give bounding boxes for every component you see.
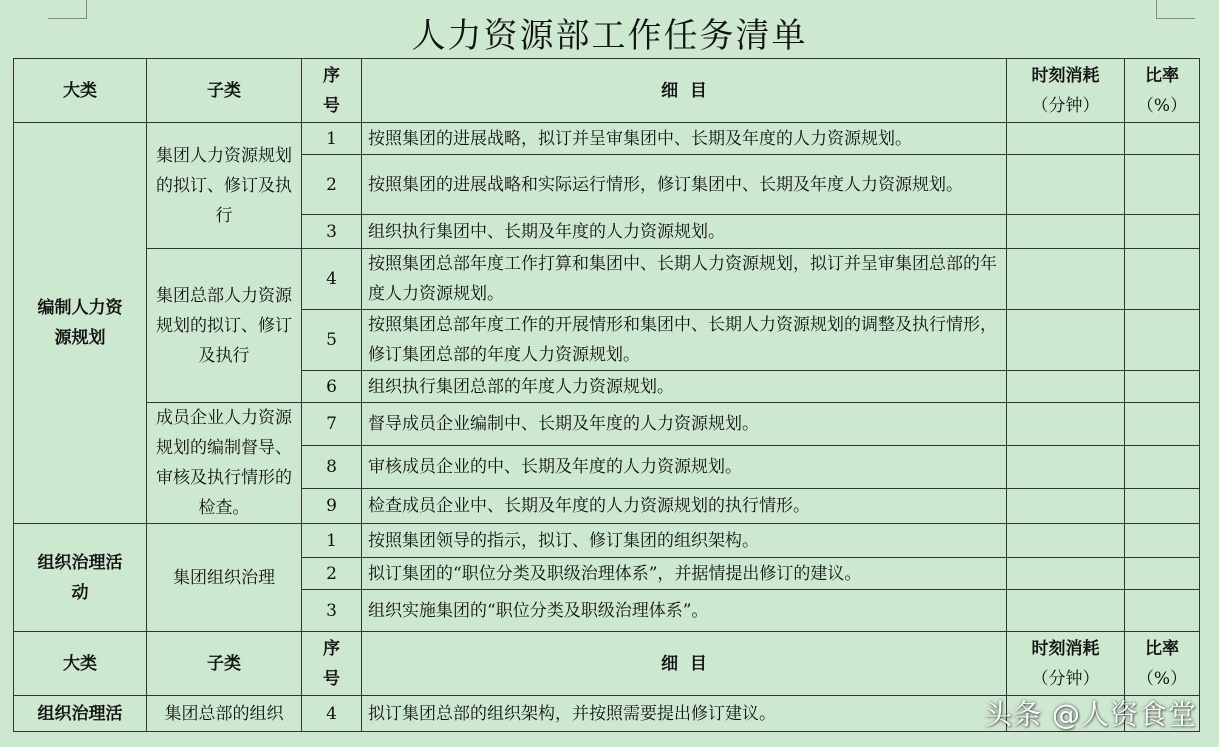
seq-cell: 4 <box>302 249 362 310</box>
detail-cell: 拟订集团的“职位分类及职级治理体系”，并据情提出修订的建议。 <box>362 558 1007 590</box>
header-seq: 序号 <box>302 59 362 123</box>
detail-cell: 按照集团总部年度工作打算和集团中、长期人力资源规划，拟订并呈审集团总部的年度人力资源规划。 <box>362 249 1007 310</box>
detail-cell: 审核成员企业的中、长期及年度的人力资源规划。 <box>362 446 1007 489</box>
task-list-table <box>13 58 1200 732</box>
header-ratio-unit: （%） <box>1136 95 1188 116</box>
table-row <box>14 123 1200 155</box>
seq-cell: 7 <box>302 403 362 446</box>
category-cell: 编制人力资源规划 <box>14 123 147 524</box>
detail-cell: 按照集团领导的指示，拟订、修订集团的组织架构。 <box>362 524 1007 558</box>
seq-cell: 4 <box>302 696 362 732</box>
seq-cell: 1 <box>302 123 362 155</box>
time-cell <box>1007 155 1125 215</box>
seq-cell: 2 <box>302 558 362 590</box>
ratio-cell <box>1125 489 1200 524</box>
detail-cell: 组织执行集团总部的年度人力资源规划。 <box>362 371 1007 403</box>
seq-cell: 3 <box>302 215 362 249</box>
seq-cell: 3 <box>302 590 362 632</box>
header-time-unit: （分钟） <box>1031 668 1100 689</box>
ratio-cell <box>1125 371 1200 403</box>
ratio-cell <box>1125 123 1200 155</box>
header-subcategory: 子类 <box>147 59 302 123</box>
header-detail: 细 目 <box>362 59 1007 123</box>
header-ratio <box>1125 59 1200 123</box>
table-row <box>14 249 1200 310</box>
header-ratio <box>1125 632 1200 696</box>
header-ratio-label: 比率 <box>1145 65 1179 86</box>
time-cell <box>1007 123 1125 155</box>
table-header-row-repeat <box>14 632 1200 696</box>
detail-cell: 拟订集团总部的组织架构，并按照需要提出修订建议。 <box>362 696 1007 732</box>
time-cell <box>1007 524 1125 558</box>
subcategory-cell: 集团总部人力资源规划的拟订、修订及执行 <box>147 249 302 403</box>
ratio-cell <box>1125 155 1200 215</box>
detail-cell: 按照集团的进展战略，拟订并呈审集团中、长期及年度的人力资源规划。 <box>362 123 1007 155</box>
header-ratio-label: 比率 <box>1145 638 1179 659</box>
header-time-unit: （分钟） <box>1031 95 1100 116</box>
detail-cell: 按照集团总部年度工作的开展情形和集团中、长期人力资源规划的调整及执行情形，修订集团总部的年度人力资源规划。 <box>362 310 1007 371</box>
subcategory-cell: 集团总部的组织 <box>147 696 302 732</box>
ratio-cell <box>1125 215 1200 249</box>
time-cell <box>1007 249 1125 310</box>
detail-cell: 按照集团的进展战略和实际运行情形，修订集团中、长期及年度人力资源规划。 <box>362 155 1007 215</box>
ratio-cell <box>1125 249 1200 310</box>
seq-cell: 8 <box>302 446 362 489</box>
detail-cell: 督导成员企业编制中、长期及年度的人力资源规划。 <box>362 403 1007 446</box>
ratio-cell <box>1125 558 1200 590</box>
time-cell <box>1007 215 1125 249</box>
table-row <box>14 403 1200 446</box>
time-cell <box>1007 446 1125 489</box>
table-row <box>14 524 1200 558</box>
subcategory-cell: 成员企业人力资源规划的编制督导、审核及执行情形的检查。 <box>147 403 302 524</box>
ratio-cell <box>1125 590 1200 632</box>
detail-cell: 组织执行集团中、长期及年度的人力资源规划。 <box>362 215 1007 249</box>
detail-cell: 检查成员企业中、长期及年度的人力资源规划的执行情形。 <box>362 489 1007 524</box>
time-cell <box>1007 403 1125 446</box>
time-cell <box>1007 590 1125 632</box>
detail-cell: 组织实施集团的“职位分类及职级治理体系”。 <box>362 590 1007 632</box>
header-detail: 细 目 <box>362 632 1007 696</box>
header-category: 大类 <box>14 632 147 696</box>
watermark-text: 头条 @人资食堂 <box>984 698 1197 731</box>
header-time <box>1007 632 1125 696</box>
category-cell: 组织治理活动 <box>14 524 147 632</box>
header-subcategory: 子类 <box>147 632 302 696</box>
seq-cell: 5 <box>302 310 362 371</box>
table-header-row <box>14 59 1200 123</box>
seq-cell: 1 <box>302 524 362 558</box>
header-ratio-unit: （%） <box>1136 668 1188 689</box>
subcategory-cell: 集团人力资源规划的拟订、修订及执行 <box>147 123 302 249</box>
seq-cell: 6 <box>302 371 362 403</box>
header-category: 大类 <box>14 59 147 123</box>
ratio-cell <box>1125 403 1200 446</box>
time-cell <box>1007 371 1125 403</box>
time-cell <box>1007 489 1125 524</box>
header-seq: 序号 <box>302 632 362 696</box>
time-cell <box>1007 558 1125 590</box>
header-time <box>1007 59 1125 123</box>
ratio-cell <box>1125 446 1200 489</box>
seq-cell: 9 <box>302 489 362 524</box>
seq-cell: 2 <box>302 155 362 215</box>
ratio-cell <box>1125 310 1200 371</box>
category-cell: 组织治理活 <box>14 696 147 732</box>
time-cell <box>1007 310 1125 371</box>
subcategory-cell: 集团组织治理 <box>147 524 302 632</box>
header-time-label: 时刻消耗 <box>1031 638 1100 659</box>
ratio-cell <box>1125 524 1200 558</box>
header-time-label: 时刻消耗 <box>1031 65 1100 86</box>
document-title: 人力资源部工作任务清单 <box>411 16 808 56</box>
